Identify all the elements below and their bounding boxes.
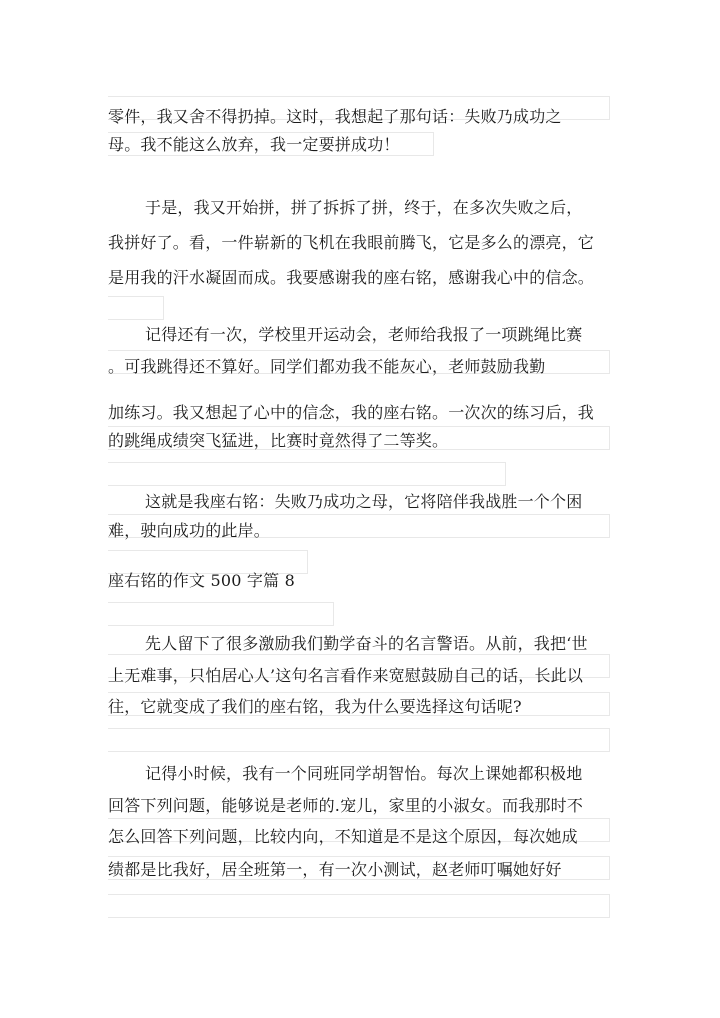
paragraph-line: 绩都是比我好，居全班第一，有一次小测试，赵老师叮嘱她好好 [108, 860, 562, 879]
paragraph-line: 零件，我又舍不得扔掉。这时，我想起了那句话：失败乃成功之 [108, 107, 562, 126]
paragraph-line: 加练习。我又想起了心中的信念，我的座右铭。一次次的练习后，我 [108, 403, 595, 422]
section-title: 座右铭的作文 500 字篇 8 [108, 571, 295, 590]
text-frame [108, 602, 334, 626]
paragraph-line: 记得还有一次，学校里开运动会，老师给我报了一项跳绳比赛 [145, 325, 583, 344]
paragraph-line: 回答下列问题，能够说是老师的.宠儿，家里的小淑女。而我那时不 [108, 796, 584, 815]
paragraph-line: 先人留下了很多激励我们勤学奋斗的名言警语。从前，我把‘世 [145, 634, 588, 653]
paragraph-line: 记得小时候，我有一个同班同学胡智怡。每次上课她都积极地 [145, 764, 583, 783]
text-frame [108, 728, 610, 752]
paragraph-line: 是用我的汗水凝固而成。我要感谢我的座右铭，感谢我心中的信念。 [108, 268, 595, 287]
paragraph-line: 于是，我又开始拼，拼了拆拆了拼，终于，在多次失败之后， [145, 198, 583, 217]
text-frame [108, 296, 164, 320]
paragraph-line: 母。我不能这么放弃，我一定要拼成功！ [108, 135, 400, 154]
text-frame [108, 894, 610, 918]
paragraph-line: 怎么回答下列问题，比较内向，不知道是不是这个原因，每次她成 [108, 827, 578, 846]
text-frame [108, 462, 506, 486]
paragraph-line: 这就是我座右铭：失败乃成功之母，它将陪伴我战胜一个个困 [145, 492, 583, 511]
paragraph-line: 。可我跳得还不算好。同学们都劝我不能灰心，老师鼓励我勤 [108, 357, 546, 376]
paragraph-line: 的跳绳成绩突飞猛进，比赛时竟然得了二等奖。 [108, 431, 449, 450]
paragraph-line: 往，它就变成了我们的座右铭，我为什么要选择这句话呢? [108, 697, 522, 716]
paragraph-line: 上无难事，只怕居心人’这句名言看作来宽慰鼓励自己的话，长此以 [108, 666, 584, 685]
paragraph-line: 我拼好了。看，一件崭新的飞机在我眼前腾飞，它是多么的漂亮，它 [108, 233, 595, 252]
paragraph-line: 难，驶向成功的此岸。 [108, 521, 271, 540]
